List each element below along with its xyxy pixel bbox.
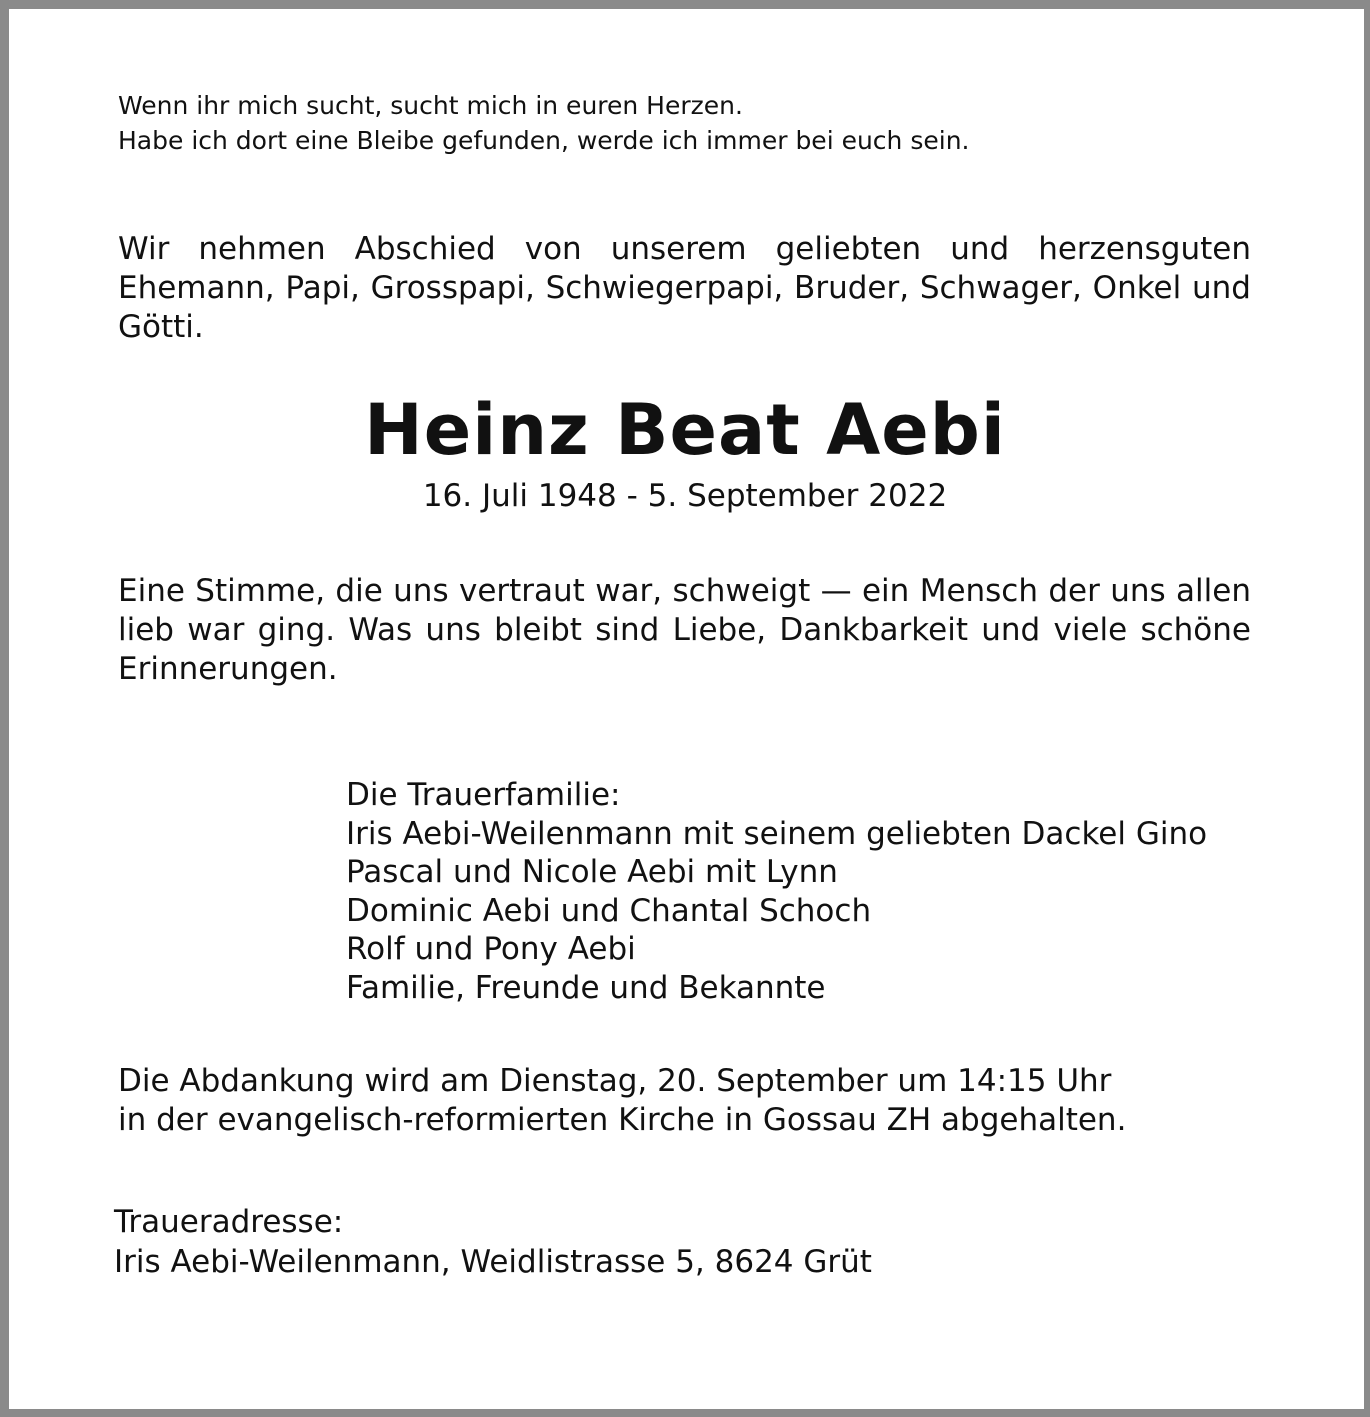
address-label: Traueradresse:: [114, 1204, 344, 1240]
family-member: Pascal und Nicole Aebi mit Lynn: [346, 854, 838, 890]
address-value: Iris Aebi-Weilenmann, Weidlistrasse 5, 8624 Grüt: [114, 1244, 872, 1280]
ceremony-notice: [118, 1062, 1126, 1140]
family-heading: Die Trauerfamilie:: [346, 777, 621, 813]
motto-line-1: Wenn ihr mich sucht, sucht mich in euren Herzen.: [118, 91, 743, 120]
ceremony-line-2: in der evangelisch-reformierten Kirche in Gossau ZH abgehalten.: [118, 1102, 1127, 1138]
intro-paragraph: Wir nehmen Abschied von unserem geliebten und herzensguten Ehemann, Papi, Grosspapi, Schwiegerpapi, Bruder, Schwager, Onkel und Götti.: [118, 231, 1251, 345]
motto-line-2: Habe ich dort eine Bleibe gefunden, werde ich immer bei euch sein.: [118, 126, 970, 155]
mourning-address: [114, 1202, 872, 1282]
mourning-family: [346, 776, 1207, 1007]
family-member: Familie, Freunde und Bekannte: [346, 969, 826, 1006]
tribute-paragraph: Eine Stimme, die uns vertraut war, schweigt — ein Mensch der uns allen lieb war ging. Was uns bleibt sind Liebe, Dankbarkeit und viele schöne Erinnerungen.: [118, 573, 1251, 687]
deceased-name: Heinz Beat Aebi: [364, 389, 1006, 471]
family-member: Iris Aebi-Weilenmann mit seinem geliebten Dackel Gino: [346, 815, 1208, 852]
motto: [118, 88, 970, 158]
family-member: Dominic Aebi und Chantal Schoch: [346, 892, 872, 929]
ceremony-line-1: Die Abdankung wird am Dienstag, 20. September um 14:15 Uhr: [118, 1063, 1112, 1099]
family-member: Rolf und Pony Aebi: [346, 931, 636, 967]
life-dates: 16. Juli 1948 - 5. September 2022: [422, 478, 948, 514]
